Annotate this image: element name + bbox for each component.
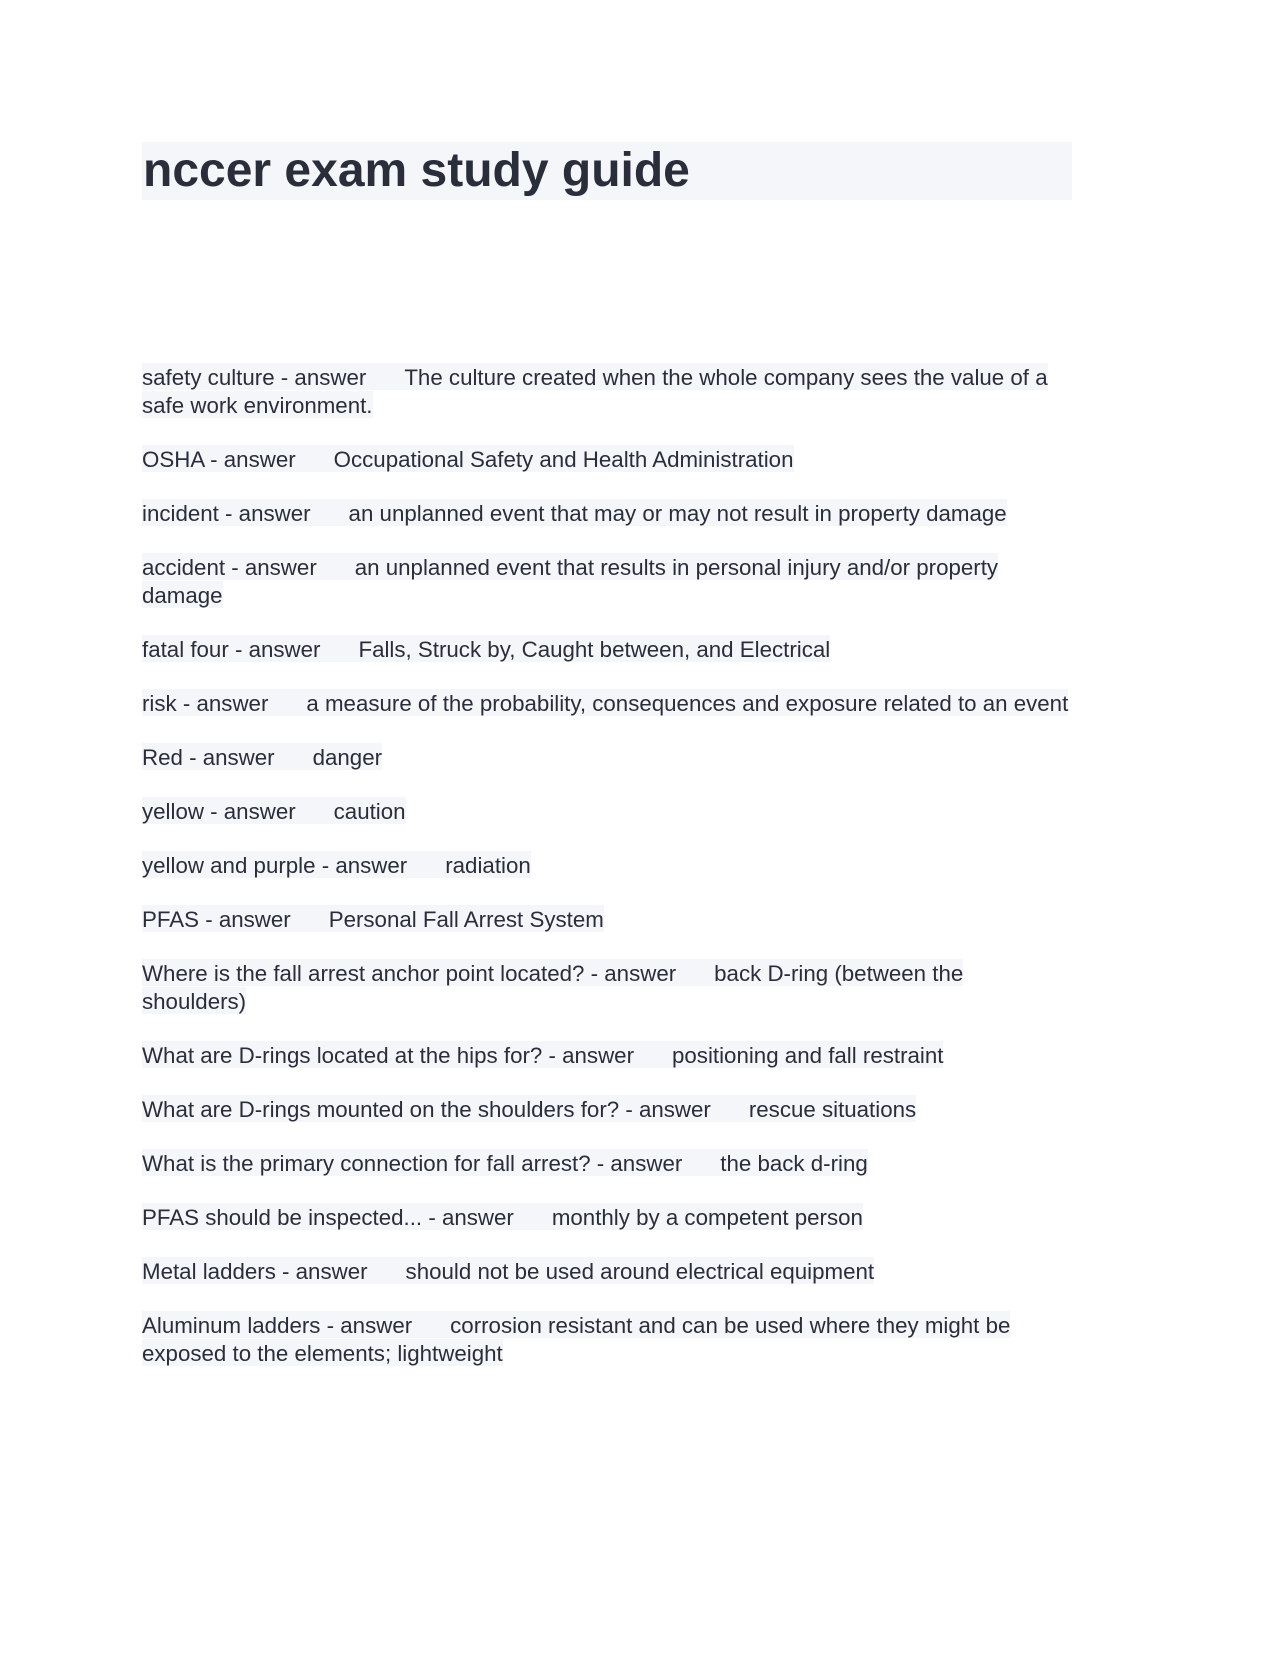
entry-question: Red - answer: [142, 745, 275, 770]
entry-highlight: [142, 905, 604, 932]
entry-answer: rescue situations: [748, 1097, 917, 1122]
entry-answer: Falls, Struck by, Caught between, and Electrical: [358, 637, 831, 662]
flashcard-entry: [142, 1258, 1072, 1286]
entry-answer: a measure of the probability, consequences and exposure related to an event: [306, 691, 1069, 716]
entry-highlight: [142, 363, 1048, 418]
entry-highlight: [142, 797, 406, 824]
flashcard-entry: [142, 1312, 1072, 1368]
entry-highlight: [142, 959, 963, 1014]
entry-question: fatal four - answer: [142, 637, 321, 662]
entry-highlight: [142, 499, 1007, 526]
flashcard-list: [142, 364, 1072, 1368]
entry-answer: Personal Fall Arrest System: [328, 907, 604, 932]
document-title: nccer exam study guide: [142, 142, 1072, 200]
flashcard-entry: [142, 852, 1072, 880]
entry-answer: radiation: [445, 853, 531, 878]
entry-question: OSHA - answer: [142, 447, 296, 472]
entry-question: safety culture - answer: [142, 365, 367, 390]
flashcard-entry: [142, 554, 1072, 610]
entry-question: PFAS should be inspected... - answer: [142, 1205, 514, 1230]
entry-highlight: [142, 445, 794, 472]
flashcard-entry: [142, 636, 1072, 664]
entry-answer: the back d-ring: [720, 1151, 868, 1176]
flashcard-entry: [142, 446, 1072, 474]
entry-answer: Occupational Safety and Health Administration: [333, 447, 794, 472]
entry-highlight: [142, 1203, 863, 1230]
entry-highlight: [142, 689, 1068, 716]
entry-answer: back D-ring (between the shoulders): [142, 961, 964, 1014]
entry-highlight: [142, 1257, 874, 1284]
entry-answer: caution: [333, 799, 406, 824]
flashcard-entry: [142, 1204, 1072, 1232]
entry-highlight: [142, 553, 998, 608]
flashcard-entry: [142, 1042, 1072, 1070]
entry-question: yellow and purple - answer: [142, 853, 408, 878]
flashcard-entry: [142, 690, 1072, 718]
document-page: [142, 142, 1072, 1394]
entry-answer: an unplanned event that results in personal injury and/or property damage: [142, 555, 999, 608]
entry-question: accident - answer: [142, 555, 317, 580]
flashcard-entry: [142, 1096, 1072, 1124]
entry-highlight: [142, 1311, 1010, 1366]
flashcard-entry: [142, 960, 1072, 1016]
entry-answer: should not be used around electrical equipment: [405, 1259, 875, 1284]
entry-question: What is the primary connection for fall arrest? - answer: [142, 1151, 683, 1176]
entry-highlight: [142, 1095, 916, 1122]
entry-question: What are D-rings located at the hips for? - answer: [142, 1043, 634, 1068]
entry-highlight: [142, 1041, 943, 1068]
entry-answer: The culture created when the whole company sees the value of a safe work environment.: [142, 365, 1048, 418]
entry-answer: danger: [312, 745, 383, 770]
flashcard-entry: [142, 906, 1072, 934]
flashcard-entry: [142, 500, 1072, 528]
entry-question: PFAS - answer: [142, 907, 291, 932]
entry-highlight: [142, 743, 382, 770]
entry-answer: an unplanned event that may or may not result in property damage: [348, 501, 1007, 526]
entry-question: yellow - answer: [142, 799, 296, 824]
flashcard-entry: [142, 1150, 1072, 1178]
entry-question: incident - answer: [142, 501, 311, 526]
entry-highlight: [142, 635, 830, 662]
flashcard-entry: [142, 744, 1072, 772]
entry-answer: corrosion resistant and can be used where they might be exposed to the elements; lightweight: [142, 1313, 1011, 1366]
entry-question: Metal ladders - answer: [142, 1259, 368, 1284]
entry-highlight: [142, 1149, 868, 1176]
entry-answer: monthly by a competent person: [551, 1205, 863, 1230]
entry-question: Aluminum ladders - answer: [142, 1313, 413, 1338]
flashcard-entry: [142, 364, 1072, 420]
entry-question: risk - answer: [142, 691, 269, 716]
entry-answer: positioning and fall restraint: [672, 1043, 944, 1068]
entry-highlight: [142, 851, 531, 878]
flashcard-entry: [142, 798, 1072, 826]
entry-question: What are D-rings mounted on the shoulders for? - answer: [142, 1097, 711, 1122]
entry-question: Where is the fall arrest anchor point located? - answer: [142, 961, 677, 986]
